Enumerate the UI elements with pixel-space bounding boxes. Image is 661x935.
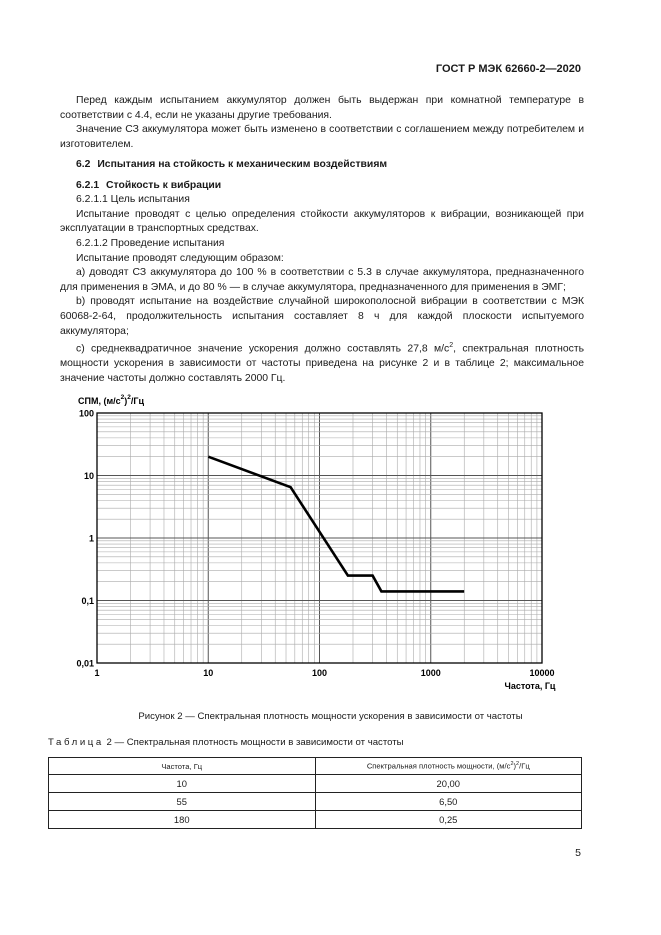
table-caption (48, 737, 404, 748)
section-block (60, 158, 584, 386)
subsection-number: 6.2.1 (76, 179, 100, 191)
table-row (49, 811, 582, 829)
y-axis-label: СПМ, $(м/с^2)^2/Гц$ (78, 394, 145, 406)
x-tick-label: 10 (203, 668, 214, 678)
intro-paragraph-1: Перед каждым испытанием аккумулятор должен быть выдержан при комнатной температуре в соответствии с 4.4, если не указаны другие требования. (60, 95, 584, 121)
table-cell-psd: 20,00 (315, 775, 582, 793)
psd-chart (60, 390, 600, 695)
y-axis-label-sup: 2 (120, 394, 125, 401)
item-c-text-2: , спектральная плотность мощности ускорения в зависимости от частоты приведена на рисунке 2 и в таблице 2; максимальное значение частоты должно составлять 2000 Гц. (60, 343, 584, 384)
table-cell-psd: 0,25 (315, 811, 582, 829)
table-header-row (49, 758, 582, 775)
table-row (49, 793, 582, 811)
section-title: Испытания на стойкость к механическим воздействиям (97, 159, 388, 170)
procedure-intro: Испытание проводят следующим образом: (76, 252, 284, 264)
list-item-b: b) проводят испытание на воздействие случайной широкополосной вибрации в соответствии с МЭК 60068-2-64, продолжительность испытания составляет 8 ч для каждой плоскости испытуемого аккумулятора; (60, 296, 584, 337)
table-cell-psd: 6,50 (315, 793, 582, 811)
chart-grid (97, 413, 542, 663)
subsection-heading (60, 179, 584, 194)
y-tick-label: 10 (83, 471, 94, 481)
section-heading (60, 158, 584, 173)
table-caption-text: 2 — Спектральная плотность мощности в зависимости от частоты (103, 737, 404, 748)
x-tick-label: 10000 (529, 668, 555, 678)
x-tick-label: 1000 (420, 668, 441, 678)
table-cell-frequency: 10 (49, 775, 316, 793)
purpose-text: Испытание проводят с целью определения стойкости аккумуляторов к вибрации, возникающей при эксплуатации в транспортных средствах. (60, 208, 584, 235)
y-axis-label-end: /Гц (130, 396, 145, 406)
item-c-text-1: c) среднеквадратичное значение ускорения должно составлять 27,8 м/с (76, 343, 450, 355)
y-tick-label: 100 (78, 408, 94, 419)
x-tick-label: 1 (94, 668, 100, 678)
axis-ticks (76, 409, 554, 679)
intro-paragraph-2: Значение СЗ аккумулятора может быть изменено в соответствии с соглашением между потребителем и изготовителем. (60, 124, 584, 150)
list-item-a: a) доводят СЗ аккумулятора до 100 % в соответствии с 5.3 в случае аккумулятора, предназначенного для применения в ЭМА, и до 80 % — в случае аккумулятора, предназначенного для применения в ЭМГ; (60, 267, 584, 293)
list-item-c (60, 339, 584, 386)
x-tick-label: 100 (311, 668, 328, 678)
page-number: 5 (575, 847, 581, 859)
purpose-heading: 6.2.1.1 Цель испытания (76, 194, 190, 206)
table-header-psd: Спектральная плотность мощности, $(м/с^2)^2/Гц$ (315, 758, 582, 775)
table-caption-word: Таблица (48, 737, 104, 748)
table-cell-frequency: 180 (49, 811, 316, 829)
table-header-frequency: Частота, Гц (49, 758, 316, 775)
y-axis-label-sup2: 2 (127, 394, 131, 401)
section-number: 6.2 (76, 159, 91, 170)
x-axis-label: Частота, Гц (504, 681, 556, 691)
y-tick-label: 0,1 (81, 596, 94, 606)
intro-block (60, 94, 584, 152)
table-row (49, 775, 582, 793)
procedure-heading: 6.2.1.2 Проведение испытания (76, 237, 225, 249)
item-c-superscript: 2 (449, 342, 454, 350)
table-cell-frequency: 55 (49, 793, 316, 811)
subsection-title: Стойкость к вибрации (106, 179, 222, 191)
figure-caption: Рисунок 2 — Спектральная плотность мощности ускорения в зависимости от частоты (138, 711, 523, 722)
y-axis-label-main: СПМ, (м/с (78, 396, 121, 406)
document-header: ГОСТ Р МЭК 62660-2—2020 (435, 63, 581, 75)
y-tick-label: 1 (88, 533, 94, 544)
y-tick-label: 0,01 (76, 658, 94, 669)
psd-table (48, 757, 582, 829)
